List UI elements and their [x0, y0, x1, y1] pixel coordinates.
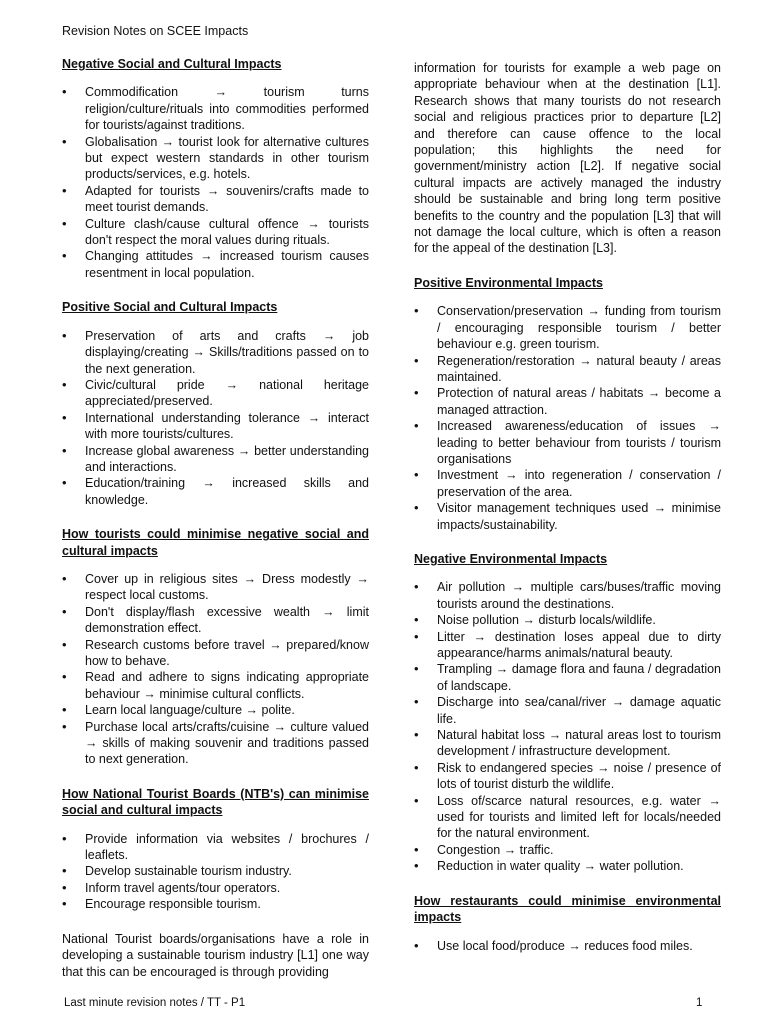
- list-item: • Purchase local arts/crafts/cuisine → culture valued → skills of making souvenir and traditions passed to next generation.: [62, 719, 369, 768]
- bullet-list: [414, 579, 721, 874]
- section-heading: How tourists could minimise negative social and cultural impacts: [62, 527, 369, 558]
- right-column: [414, 60, 721, 972]
- list-item: • Inform travel agents/tour operators.: [62, 880, 369, 896]
- section-heading: How National Tourist Boards (NTB's) can minimise social and cultural impacts: [62, 786, 369, 818]
- section-negative-social-cultural: [62, 56, 369, 281]
- list-item: • Natural habitat loss → natural areas lost to tourism development / infrastructure development.: [414, 727, 721, 760]
- section-heading: Negative Social and Cultural Impacts: [62, 57, 282, 71]
- list-item: • Civic/cultural pride → national heritage appreciated/preserved.: [62, 377, 369, 410]
- document-title: Revision Notes on SCEE Impacts: [62, 24, 249, 38]
- list-item: • Education/training → increased skills and knowledge.: [62, 475, 369, 508]
- section-heading: How restaurants could minimise environmental impacts: [414, 893, 721, 925]
- list-item: • Culture clash/cause cultural offence → tourists don't respect the moral values during rituals.: [62, 216, 369, 249]
- list-item: • Noise pollution → disturb locals/wildlife.: [414, 612, 721, 628]
- section-ntb-minimise: [62, 786, 369, 913]
- bullet-list: [62, 328, 369, 508]
- page-number: 1: [696, 997, 703, 1009]
- list-item: • Investment → into regeneration / conservation / preservation of the area.: [414, 467, 721, 500]
- list-item: • Discharge into sea/canal/river → damage aquatic life.: [414, 694, 721, 727]
- list-item: • Risk to endangered species → noise / presence of lots of tourist disturb the wildlife.: [414, 760, 721, 793]
- list-item: • Learn local language/culture → polite.: [62, 702, 369, 718]
- section-heading: Positive Environmental Impacts: [414, 275, 603, 290]
- list-item: • Congestion → traffic.: [414, 842, 721, 858]
- list-item: • Litter → destination loses appeal due to dirty appearance/harms animals/natural beauty.: [414, 629, 721, 662]
- bullet-list: [62, 571, 369, 768]
- list-item: • Adapted for tourists → souvenirs/crafts made to meet tourist demands.: [62, 183, 369, 216]
- page-footer: Last minute revision notes / TT - P1: [64, 997, 246, 1009]
- list-item: • Air pollution → multiple cars/buses/traffic moving tourists around the destinations.: [414, 579, 721, 612]
- list-item: • Conservation/preservation → funding from tourism / encouraging responsible tourism / better behaviour e.g. green tourism.: [414, 303, 721, 352]
- list-item: • Trampling → damage flora and fauna / degradation of landscape.: [414, 661, 721, 694]
- list-item: • Visitor management techniques used → minimise impacts/sustainability.: [414, 500, 721, 533]
- list-item: • Provide information via websites / brochures / leaflets.: [62, 831, 369, 864]
- section-positive-environmental: [414, 275, 721, 533]
- left-column: [62, 56, 369, 998]
- list-item: • Increase global awareness → better understanding and interactions.: [62, 443, 369, 476]
- list-item: • Encourage responsible tourism.: [62, 896, 369, 912]
- section-heading: Negative Environmental Impacts: [414, 551, 608, 566]
- list-item: • Use local food/produce → reduces food miles.: [414, 938, 721, 954]
- section-tourists-minimise: [62, 526, 369, 768]
- list-item: • Increased awareness/education of issues → leading to better behaviour from tourists / tourism organisations: [414, 418, 721, 467]
- section-heading: Positive Social and Cultural Impacts: [62, 300, 278, 315]
- list-item: • Cover up in religious sites → Dress modestly → respect local customs.: [62, 571, 369, 604]
- bullet-list: [62, 84, 369, 281]
- list-item: • Regeneration/restoration → natural beauty / areas maintained.: [414, 353, 721, 386]
- list-item: • Protection of natural areas / habitats → become a managed attraction.: [414, 385, 721, 418]
- list-item: • International understanding tolerance → interact with more tourists/cultures.: [62, 410, 369, 443]
- section-negative-environmental: [414, 551, 721, 875]
- list-item: • Preservation of arts and crafts → job displaying/creating → Skills/traditions passed on to the next generation.: [62, 328, 369, 377]
- ntb-paragraph-continued: information for tourists for example a web page on appropriate behaviour when at the destination [L1]. Research shows that many tourists do not research social and religious practices prior to departure [L2] and therefore can cause offence to the local population; this highlights the need for government/ministry action [L2]. If negative social cultural impacts are actively managed the industry should be sustainable and bring long term positive benefits to the country and the population [L3] that will not damage the local culture, which is often a reason for the appeal of the destination [L3].: [414, 61, 721, 256]
- list-item: • Don't display/flash excessive wealth → limit demonstration effect.: [62, 604, 369, 637]
- bullet-list: [62, 831, 369, 913]
- section-restaurants-minimise: [414, 893, 721, 954]
- ntb-paragraph: National Tourist boards/organisations have a role in developing a sustainable tourism industry [L1] one way that this can be encouraged is through providing: [62, 931, 369, 979]
- bullet-list: [414, 938, 721, 954]
- list-item: • Read and adhere to signs indicating appropriate behaviour → minimise cultural conflicts.: [62, 669, 369, 702]
- list-item: • Develop sustainable tourism industry.: [62, 863, 369, 879]
- section-positive-social-cultural: [62, 299, 369, 508]
- list-item: • Reduction in water quality → water pollution.: [414, 858, 721, 874]
- list-item: • Globalisation → tourist look for alternative cultures but expect western standards in other tourism products/services, e.g. hotels.: [62, 134, 369, 183]
- bullet-list: [414, 303, 721, 533]
- list-item: • Changing attitudes → increased tourism causes resentment in local population.: [62, 248, 369, 281]
- list-item: • Commodification → tourism turns religion/culture/rituals into commodities performed for tourists/against traditions.: [62, 84, 369, 133]
- list-item: • Research customs before travel → prepared/know how to behave.: [62, 637, 369, 670]
- list-item: • Loss of/scarce natural resources, e.g. water → used for tourists and limited left for locals/needed for the natural environment.: [414, 793, 721, 842]
